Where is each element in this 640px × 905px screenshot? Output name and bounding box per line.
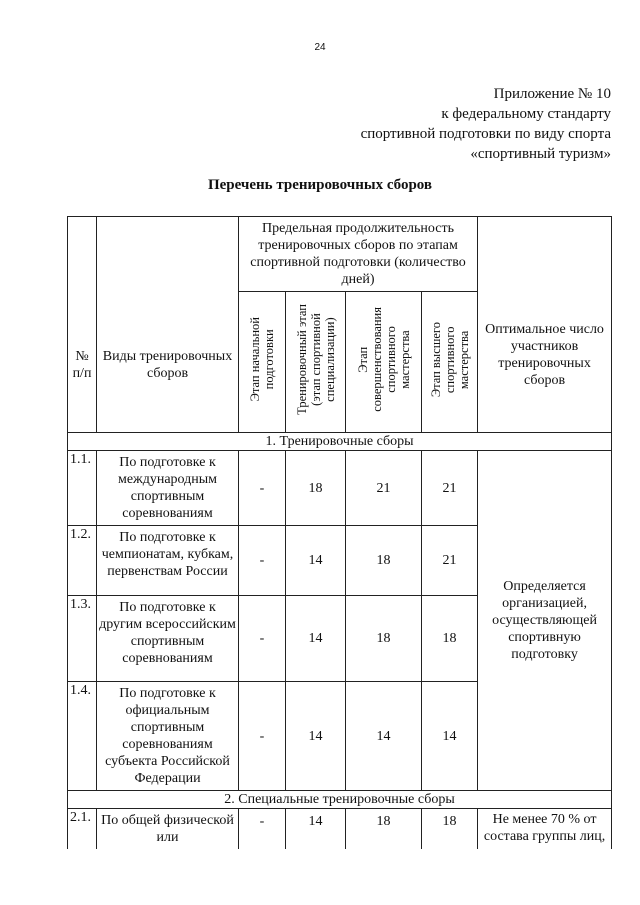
camp-type: По подготовке к чемпионатам, кубкам, первенствам России [97, 526, 239, 596]
camp-type: По подготовке к международным спортивным соревнованиям [97, 451, 239, 526]
row-number: 1.4. [68, 682, 97, 791]
value-cell: 21 [422, 451, 478, 526]
document-title: Перечень тренировочных сборов [207, 177, 433, 193]
header-stage-improvement: Этап совершенствования спортивного мастерства [346, 292, 422, 433]
value-cell: 18 [346, 596, 422, 682]
value-cell: - [239, 596, 286, 682]
value-cell: 21 [346, 451, 422, 526]
appendix-line: «спортивный туризм» [470, 146, 611, 162]
value-cell: 14 [286, 809, 346, 850]
optimal-number-value: Не менее 70 % от состава группы лиц, [478, 809, 612, 850]
appendix-header [361, 84, 611, 164]
value-cell: 14 [286, 596, 346, 682]
value-cell: 21 [422, 526, 478, 596]
value-cell: 18 [286, 451, 346, 526]
value-cell: 14 [286, 682, 346, 791]
section-heading: 1. Тренировочные сборы [68, 433, 612, 451]
row-number: 2.1. [68, 809, 97, 850]
header-num: № п/п [68, 217, 97, 433]
optimal-number-value: Определяется организацией, осуществляющей спортивную подготовку [478, 451, 612, 791]
header-stage-training: Тренировочный этап (этап спортивной специализации) [286, 292, 346, 433]
row-number: 1.1. [68, 451, 97, 526]
value-cell: 18 [422, 809, 478, 850]
header-stage-initial: Этап начальной подготовки [239, 292, 286, 433]
camp-type: По общей физической или [97, 809, 239, 850]
row-number: 1.2. [68, 526, 97, 596]
row-number: 1.3. [68, 596, 97, 682]
value-cell: - [239, 809, 286, 850]
appendix-line: Приложение № 10 [493, 86, 611, 102]
header-stage-highest: Этап высшего спортивного мастерства [422, 292, 478, 433]
value-cell: - [239, 451, 286, 526]
page-number: 24 [314, 42, 326, 53]
value-cell: 18 [422, 596, 478, 682]
value-cell: 14 [346, 682, 422, 791]
camp-type: По подготовке к официальным спортивным соревнованиям субъекта Российской Федерации [97, 682, 239, 791]
header-optimal-number: Оптимальное число участников тренировочных сборов [478, 217, 612, 433]
value-cell: 18 [346, 809, 422, 850]
value-cell: 18 [346, 526, 422, 596]
value-cell: - [239, 682, 286, 791]
appendix-line: спортивной подготовки по виду спорта [360, 126, 611, 142]
value-cell: 14 [286, 526, 346, 596]
header-camp-type: Виды тренировочных сборов [97, 217, 239, 433]
training-camps-table [67, 216, 612, 849]
appendix-line: к федеральному стандарту [441, 106, 611, 122]
value-cell: - [239, 526, 286, 596]
camp-type: По подготовке к другим всероссийским спортивным соревнованиям [97, 596, 239, 682]
value-cell: 14 [422, 682, 478, 791]
header-duration: Предельная продолжительность тренировочных сборов по этапам спортивной подготовки (количество дней) [239, 217, 478, 292]
section-heading: 2. Специальные тренировочные сборы [68, 791, 612, 809]
